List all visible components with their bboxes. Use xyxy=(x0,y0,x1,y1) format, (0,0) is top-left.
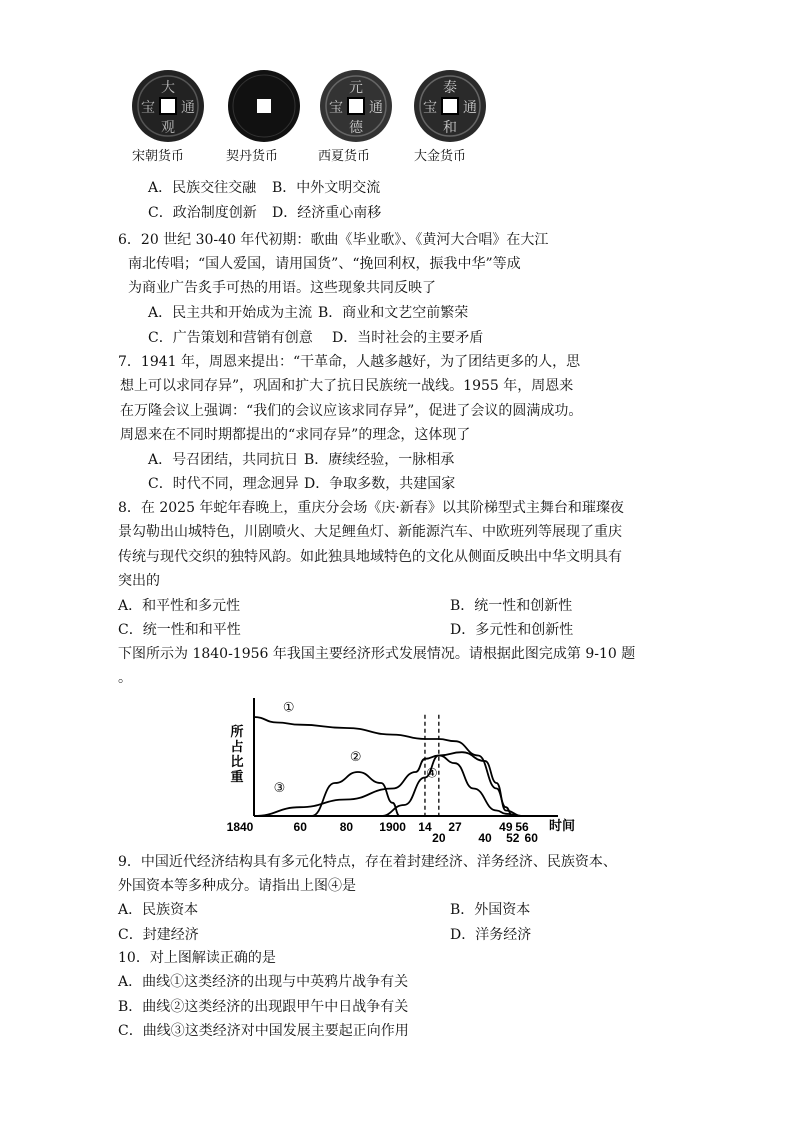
x-tick-label: 1900 xyxy=(379,820,406,834)
q8-stem-line: 景勾勒出山城特色，川剧喷火、大足鲤鱼灯、新能源汽车、中欧班列等展现了重庆 xyxy=(118,524,622,540)
coin-glyph: 通 xyxy=(369,100,383,116)
q7-option-b: B．赓续经验，一脉相承 xyxy=(304,452,455,468)
coin-glyph: 宝 xyxy=(141,100,155,116)
chart-intro-line: 。 xyxy=(118,670,132,686)
coin-caption: 西夏货币 xyxy=(318,149,371,164)
x-tick-label: 20 xyxy=(432,831,446,845)
q7-option-c: C．时代不同，理念迥异 xyxy=(148,476,299,492)
x-axis-label: 时间 xyxy=(548,819,576,834)
q7-stem-line: 在万隆会议上强调：“我们的会议应该求同存异”，促进了会议的圆满成功。 xyxy=(120,403,583,419)
q8-stem-line: 突出的 xyxy=(118,573,160,589)
x-tick-label: 49 xyxy=(499,820,513,834)
jin-coin-image xyxy=(412,68,488,144)
q5-option-a: A．民族交往交融 xyxy=(148,180,257,196)
x-tick-label: 52 xyxy=(506,831,520,845)
x-tick-label: 60 xyxy=(293,820,307,834)
q9-stem-line: 9．中国近代经济结构具有多元化特点，存在着封建经济、洋务经济、民族资本、 xyxy=(118,854,617,870)
series-label: ③ xyxy=(273,780,286,796)
x-tick-label: 1840 xyxy=(226,820,254,834)
q9-option-d: D．洋务经济 xyxy=(450,927,532,943)
q7-option-a: A．号召团结，共同抗日 xyxy=(148,452,299,468)
q7-stem-line: 7．1941 年，周恩来提出：“干革命，人越多越好，为了团结更多的人，思 xyxy=(118,354,581,370)
q6-option-c: C．广告策划和营销有创意 xyxy=(148,330,313,346)
x-tick-label: 80 xyxy=(339,820,354,834)
q10-option-c: C．曲线③这类经济对中国发展主要起正向作用 xyxy=(118,1023,409,1039)
q6-option-b: B．商业和文艺空前繁荣 xyxy=(318,305,469,321)
coin-caption: 契丹货币 xyxy=(226,149,279,164)
q8-option-b: B．统一性和创新性 xyxy=(450,598,573,614)
x-tick-label: 60 xyxy=(524,831,538,845)
coin-glyph: 泰 xyxy=(443,80,457,96)
coin-caption: 大金货币 xyxy=(414,149,467,164)
coin-glyph: 通 xyxy=(463,100,477,116)
q9-option-b: B．外国资本 xyxy=(450,902,531,918)
series-label: ④ xyxy=(426,766,438,782)
series-label: ① xyxy=(282,700,295,716)
coin-glyph: 大 xyxy=(161,80,175,96)
q8-stem-line: 8．在 2025 年蛇年春晚上，重庆分会场《庆·新春》以其阶梯型式主舞台和璀璨夜 xyxy=(118,500,624,516)
khitan-coin-image xyxy=(226,68,302,144)
coin-caption: 宋朝货币 xyxy=(132,149,185,164)
series-label: ② xyxy=(349,750,362,765)
coin-glyph: 元 xyxy=(349,80,363,96)
y-axis-label-char: 比 xyxy=(230,755,244,770)
q5-option-b: B．中外文明交流 xyxy=(272,180,381,196)
q8-stem-line: 传统与现代交织的独特风韵。如此独具地域特色的文化从侧面反映出中华文明具有 xyxy=(118,549,622,565)
q5-option-d: D．经济重心南移 xyxy=(272,205,382,221)
q9-stem-line: 外国资本等多种成分。请指出上图④是 xyxy=(118,878,356,894)
y-axis-label-char: 所 xyxy=(230,725,244,740)
q8-option-a: A．和平性和多元性 xyxy=(118,598,241,614)
series-line xyxy=(254,717,513,816)
q6-option-a: A．民主共和开始成为主流 xyxy=(148,305,313,321)
economy-chart xyxy=(222,690,582,850)
q6-stem-line: 南北传唱；“国人爱国，请用国货”、“挽回利权，振我中华”等成 xyxy=(128,256,521,272)
coin-glyph: 宝 xyxy=(329,100,343,116)
q7-option-d: D．争取多数，共建国家 xyxy=(304,476,456,492)
q5-option-c: C．政治制度创新 xyxy=(148,205,257,221)
q10-option-b: B．曲线②这类经济的出现跟甲午中日战争有关 xyxy=(118,999,409,1015)
q6-option-d: D．当时社会的主要矛盾 xyxy=(332,330,484,346)
song-coin-image xyxy=(130,68,206,144)
q6-stem-line: 为商业广告炙手可热的用语。这些现象共同反映了 xyxy=(128,280,436,296)
series-line xyxy=(312,772,400,816)
chart-intro-line: 下图所示为 1840-1956 年我国主要经济形式发展情况。请根据此图完成第 9-10 题 xyxy=(118,646,636,662)
coin-glyph: 宝 xyxy=(423,100,437,116)
q10-stem-line: 10．对上图解读正确的是 xyxy=(118,950,276,966)
q10-option-a: A．曲线①这类经济的出现与中英鸦片战争有关 xyxy=(118,974,409,990)
q8-option-d: D．多元性和创新性 xyxy=(450,622,574,638)
q9-option-c: C．封建经济 xyxy=(118,927,199,943)
x-tick-label: 27 xyxy=(448,820,462,834)
y-axis-label-char: 占 xyxy=(230,740,244,755)
q7-stem-line: 想上可以求同存异”，巩固和扩大了抗日民族统一战线。1955 年，周恩来 xyxy=(120,378,574,394)
xixia-coin-image xyxy=(318,68,394,144)
x-tick-label: 56 xyxy=(515,820,529,834)
y-axis-label-char: 重 xyxy=(230,770,244,785)
coin-glyph: 德 xyxy=(349,120,363,136)
q9-option-a: A．民族资本 xyxy=(118,902,199,918)
q6-stem-line: 6．20 世纪 30-40 年代初期：歌曲《毕业歌》、《黄河大合唱》在大江 xyxy=(118,232,549,248)
coin-glyph: 通 xyxy=(181,100,195,116)
x-tick-label: 40 xyxy=(478,831,492,845)
series-line xyxy=(254,756,522,817)
q8-option-c: C．统一性和和平性 xyxy=(118,622,241,638)
q7-stem-line: 周恩来在不同时期都提出的“求同存异”的理念，这体现了 xyxy=(120,427,471,443)
coin-glyph: 和 xyxy=(443,120,457,136)
x-tick-label: 14 xyxy=(418,820,432,834)
coin-glyph: 观 xyxy=(161,120,175,136)
